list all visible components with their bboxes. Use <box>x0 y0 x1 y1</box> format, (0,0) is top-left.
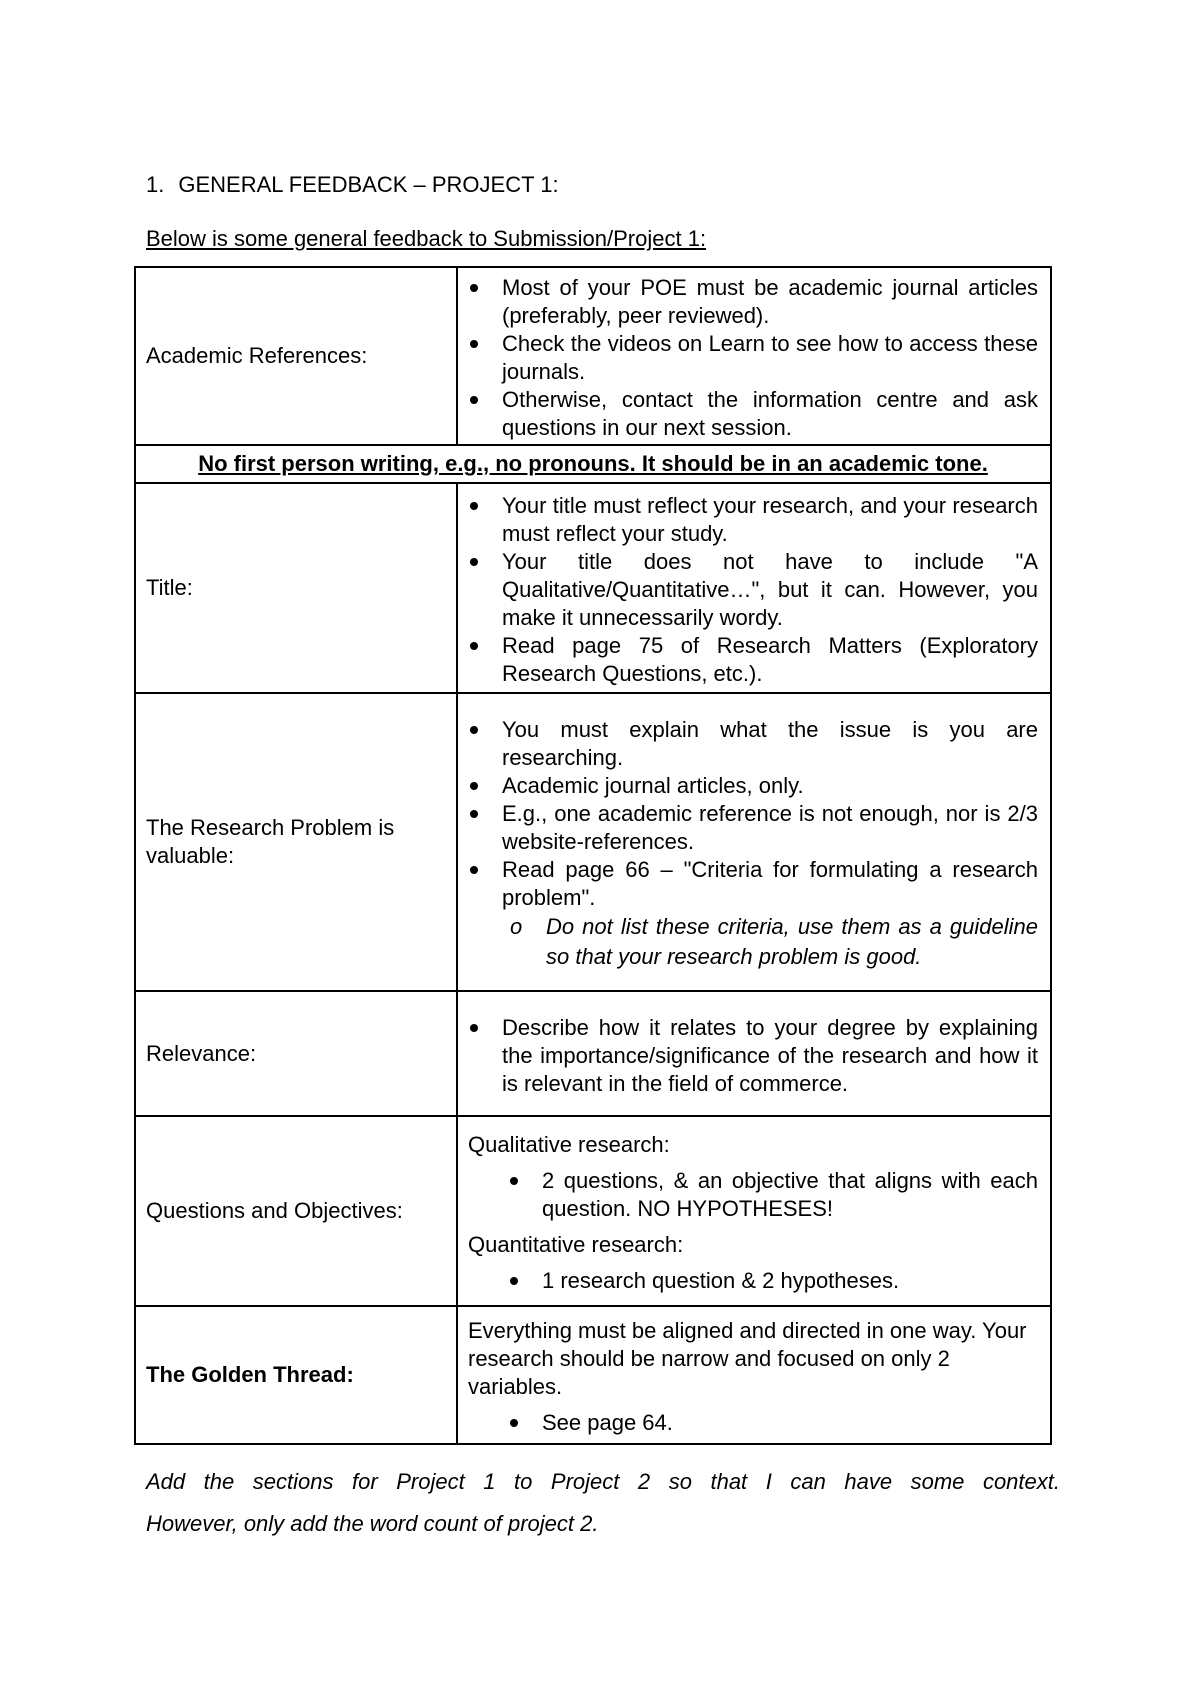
list-item: You must explain what the issue is you are researching. <box>468 716 1038 772</box>
section-title: GENERAL FEEDBACK – PROJECT 1: <box>178 172 559 197</box>
row-title <box>135 483 1051 693</box>
banner-text: No first person writing, e.g., no pronouns. It should be in an academic tone. <box>135 445 1051 483</box>
bullet-list <box>468 1267 1038 1295</box>
bullet-list <box>468 1409 1038 1437</box>
list-item: Describe how it relates to your degree by explaining the importance/significance of the research and how it is relevant in the field of commerce. <box>468 1014 1038 1098</box>
bullet-list <box>468 1014 1038 1098</box>
content-academic-references <box>457 267 1051 445</box>
row-banner <box>135 445 1051 483</box>
list-item: Check the videos on Learn to see how to access these journals. <box>468 330 1038 386</box>
bullet-list <box>468 492 1038 688</box>
section-heading <box>146 171 559 199</box>
sub-bullet-list <box>502 912 1038 972</box>
qualitative-heading: Qualitative research: <box>468 1132 670 1157</box>
list-item: E.g., one academic reference is not enough, nor is 2/3 website-references. <box>468 800 1038 856</box>
feedback-table <box>134 266 1052 1445</box>
list-item: Academic journal articles, only. <box>468 772 1038 800</box>
list-item: See page 64. <box>468 1409 1038 1437</box>
label-academic-references: Academic References: <box>135 267 457 445</box>
list-item: Your title does not have to include "A Qualitative/Quantitative…", but it can. However, you make it unnecessarily wordy. <box>468 548 1038 632</box>
bullet-list <box>468 1167 1038 1223</box>
label-title: Title: <box>135 483 457 693</box>
label-relevance: Relevance: <box>135 991 457 1116</box>
list-item-text: Read page 66 – "Criteria for formulating a research problem". <box>502 857 1038 910</box>
closing-note-line-2: However, only add the word count of project 2. <box>146 1511 599 1536</box>
list-item: Most of your POE must be academic journal articles (preferably, peer reviewed). <box>468 274 1038 330</box>
list-item: Read page 75 of Research Matters (Exploratory Research Questions, etc.). <box>468 632 1038 688</box>
content-relevance <box>457 991 1051 1116</box>
list-item: 2 questions, & an objective that aligns with each question. NO HYPOTHESES! <box>468 1167 1038 1223</box>
label-golden-thread: The Golden Thread: <box>135 1306 457 1444</box>
label-questions-objectives: Questions and Objectives: <box>135 1116 457 1306</box>
content-research-problem <box>457 693 1051 991</box>
row-academic-references <box>135 267 1051 445</box>
sub-list-item: o Do not list these criteria, use them as a guideline so that your research problem is good. <box>502 912 1038 972</box>
bullet-list <box>468 274 1038 442</box>
row-golden-thread <box>135 1306 1051 1444</box>
row-research-problem <box>135 693 1051 991</box>
label-research-problem: The Research Problem is valuable: <box>135 693 457 991</box>
row-relevance <box>135 991 1051 1116</box>
list-item <box>468 856 1038 972</box>
content-golden-thread <box>457 1306 1051 1444</box>
content-title <box>457 483 1051 693</box>
bullet-list <box>468 716 1038 972</box>
list-item: Your title must reflect your research, and your research must reflect your study. <box>468 492 1038 548</box>
golden-thread-paragraph: Everything must be aligned and directed in one way. Your research should be narrow and focused on only 2 variables. <box>468 1318 1027 1399</box>
closing-note <box>146 1461 1060 1545</box>
list-item: Otherwise, contact the information centre and ask questions in our next session. <box>468 386 1038 442</box>
section-number: 1. <box>146 172 165 197</box>
list-item: 1 research question & 2 hypotheses. <box>468 1267 1038 1295</box>
quantitative-heading: Quantitative research: <box>468 1232 684 1257</box>
row-questions-objectives <box>135 1116 1051 1306</box>
closing-note-line-1: Add the sections for Project 1 to Project 2 so that I can have some context. <box>146 1469 1060 1494</box>
content-questions-objectives <box>457 1116 1051 1306</box>
intro-text: Below is some general feedback to Submission/Project 1: <box>146 226 707 251</box>
